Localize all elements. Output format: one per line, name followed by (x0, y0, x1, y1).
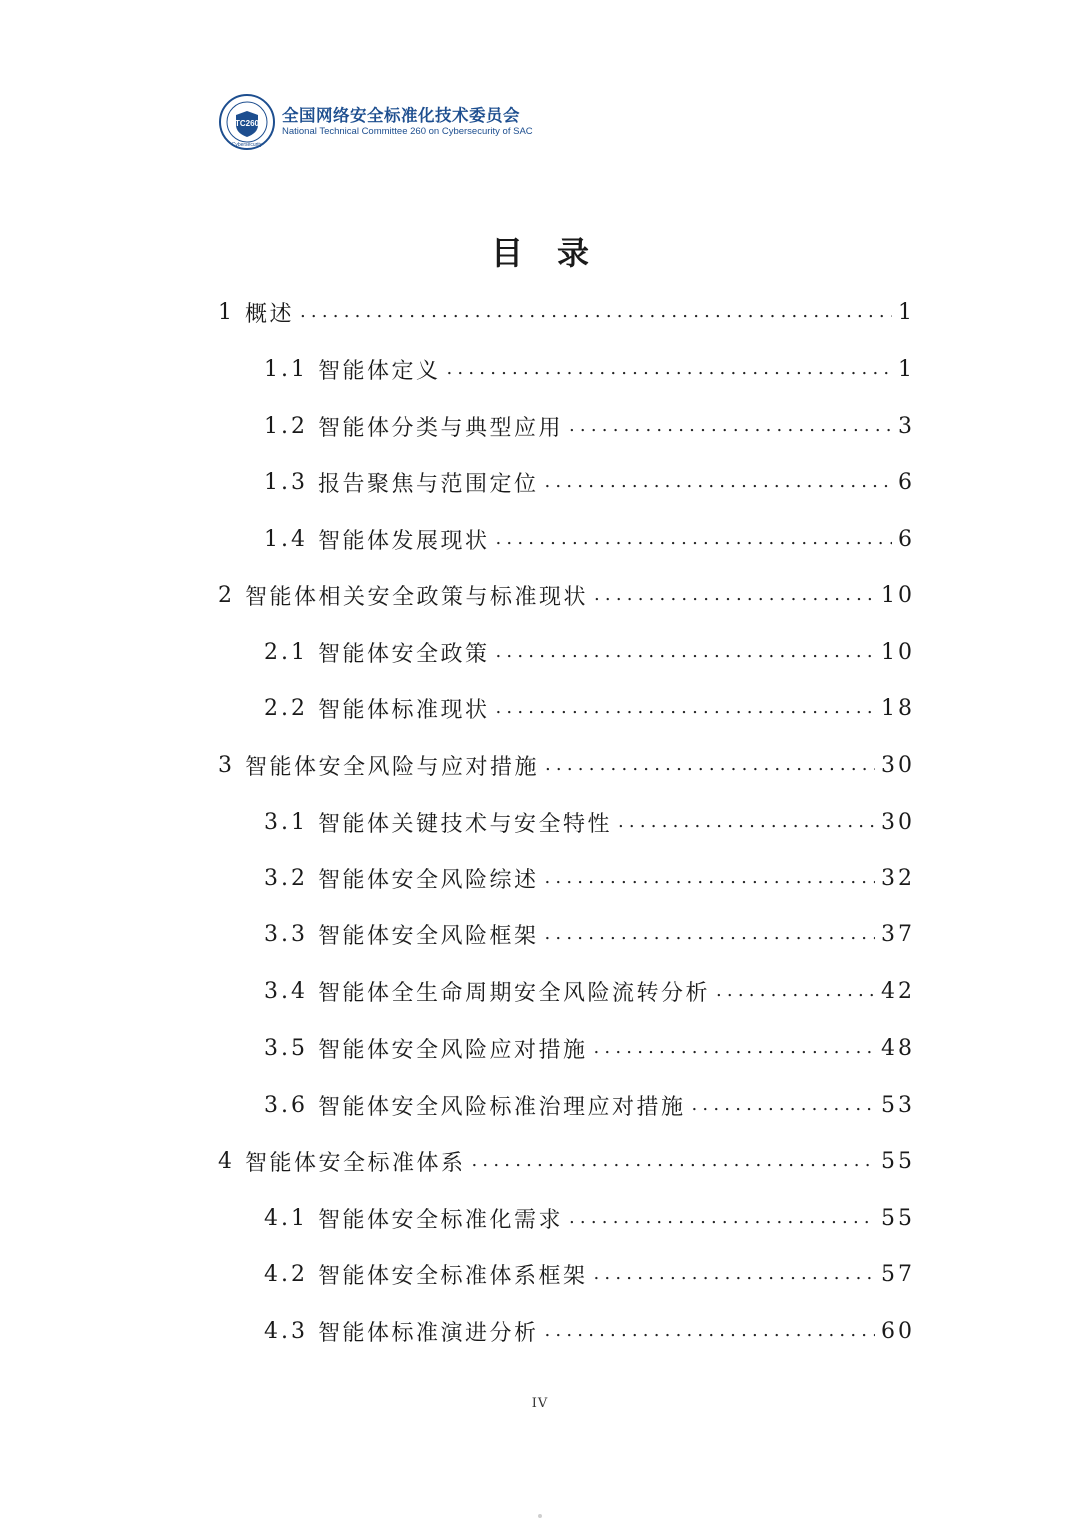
toc-entry-page: 6 (898, 526, 915, 552)
toc-entry[interactable] (218, 743, 915, 787)
toc-entry[interactable] (264, 800, 915, 844)
toc-entry-number: 1 (218, 299, 235, 325)
toc-entry-label: 智能体安全政策 (318, 641, 490, 667)
toc-entry-number: 1.4 (264, 526, 308, 552)
toc-entry-page: 53 (881, 1092, 915, 1118)
toc-entry-label: 报告聚焦与范围定位 (318, 471, 539, 497)
toc-entry-number: 4.2 (264, 1261, 308, 1287)
toc-leader-dots (496, 630, 875, 674)
toc-entry-number: 2.1 (264, 639, 308, 665)
toc-leader-dots (594, 1026, 875, 1070)
toc-entry-label: 智能体安全风险综述 (318, 867, 539, 893)
toc-entry-number: 3.3 (264, 921, 308, 947)
bottom-dot (538, 1514, 542, 1518)
toc-entry-page: 6 (898, 469, 915, 495)
toc-entry-page: 48 (881, 1035, 915, 1061)
toc-entry-page: 1 (898, 299, 915, 325)
toc-entry-number: 3.2 (264, 865, 308, 891)
toc-entry-number: 3.1 (264, 809, 308, 835)
toc-entry-number: 3.5 (264, 1035, 308, 1061)
toc-entry-number: 4.1 (264, 1205, 308, 1231)
toc-entry[interactable] (264, 912, 915, 956)
toc-entry-page: 10 (881, 639, 915, 665)
toc-entry-page: 10 (881, 582, 915, 608)
toc-leader-dots (545, 1309, 875, 1353)
toc-entry-label: 智能体标准现状 (318, 697, 490, 723)
toc-entry-page: 30 (881, 809, 915, 835)
toc-entry[interactable] (264, 686, 915, 730)
toc-entry-number: 3.6 (264, 1092, 308, 1118)
toc-entry-page: 55 (881, 1148, 915, 1174)
toc-leader-dots (300, 290, 892, 334)
toc-entry[interactable] (264, 630, 915, 674)
toc-leader-dots (545, 912, 875, 956)
toc-entry-label: 智能体发展现状 (318, 528, 490, 554)
toc-entry-number: 1.3 (264, 469, 308, 495)
toc-leader-dots (569, 404, 892, 448)
toc-entry-page: 1 (898, 356, 915, 382)
toc-entry-label: 智能体安全风险与应对措施 (245, 754, 540, 780)
toc-leader-dots (594, 1252, 875, 1296)
toc-entry-label: 智能体标准演进分析 (318, 1320, 539, 1346)
toc-entry[interactable] (264, 969, 915, 1013)
toc-entry-number: 4.3 (264, 1318, 308, 1344)
page-title: 目录 (490, 234, 623, 272)
toc-leader-dots (496, 517, 892, 561)
logo-text: TC260 (234, 119, 260, 128)
toc-entry[interactable] (264, 1083, 915, 1127)
toc-entry-number: 2.2 (264, 695, 308, 721)
toc-entry[interactable] (264, 517, 915, 561)
logo-ring-text: Cybersecurity (231, 142, 263, 148)
toc-entry[interactable] (264, 856, 915, 900)
toc-entry-label: 智能体安全风险标准治理应对措施 (318, 1094, 686, 1120)
toc-entry-page: 30 (881, 752, 915, 778)
toc-entry-page: 3 (898, 413, 915, 439)
toc-entry-label: 智能体相关安全政策与标准现状 (245, 584, 589, 610)
org-name-en: National Technical Committee 260 on Cybersecurity of SAC (282, 126, 533, 137)
toc-entry[interactable] (264, 1252, 915, 1296)
toc-leader-dots (692, 1083, 875, 1127)
toc-entry[interactable] (264, 1026, 915, 1070)
toc-entry-label: 智能体安全标准体系 (245, 1150, 466, 1176)
toc-leader-dots (618, 800, 875, 844)
toc-entry-page: 32 (881, 865, 915, 891)
toc-entry-label: 智能体安全风险应对措施 (318, 1037, 588, 1063)
toc-entry-number: 3 (218, 752, 235, 778)
toc-entry-number: 1.2 (264, 413, 308, 439)
toc-entry-page: 37 (881, 921, 915, 947)
toc-entry-label: 智能体定义 (318, 358, 441, 384)
toc-entry-number: 4 (218, 1148, 235, 1174)
toc-entry[interactable] (218, 290, 915, 334)
toc-leader-dots (545, 856, 875, 900)
toc-entry-page: 18 (881, 695, 915, 721)
toc-entry-page: 55 (881, 1205, 915, 1231)
toc-entry-label: 概述 (245, 301, 295, 327)
toc-leader-dots (447, 347, 892, 391)
toc-leader-dots (716, 969, 875, 1013)
toc-entry[interactable] (218, 1139, 915, 1183)
toc-entry-page: 57 (881, 1261, 915, 1287)
header (218, 92, 533, 152)
toc-entry[interactable] (264, 1196, 915, 1240)
toc-leader-dots (545, 460, 892, 504)
toc-entry-label: 智能体安全标准化需求 (318, 1207, 564, 1233)
toc-leader-dots (594, 573, 875, 617)
toc-entry[interactable] (264, 1309, 915, 1353)
toc-leader-dots (569, 1196, 875, 1240)
toc-entry-number: 3.4 (264, 978, 308, 1004)
toc-leader-dots (472, 1139, 875, 1183)
tc260-logo (218, 93, 276, 151)
toc-entry-label: 智能体关键技术与安全特性 (318, 811, 613, 837)
toc-leader-dots (545, 743, 875, 787)
page-number: IV (531, 1396, 549, 1411)
toc-entry[interactable] (264, 460, 915, 504)
toc-entry[interactable] (264, 347, 915, 391)
toc-entry-label: 智能体安全标准体系框架 (318, 1263, 588, 1289)
toc-entry[interactable] (218, 573, 915, 617)
toc-entry-page: 42 (881, 978, 915, 1004)
toc-entry-label: 智能体全生命周期安全风险流转分析 (318, 980, 711, 1006)
toc-leader-dots (496, 686, 875, 730)
toc-entry-number: 2 (218, 582, 235, 608)
toc-entry[interactable] (264, 404, 915, 448)
org-name-cn: 全国网络安全标准化技术委员会 (282, 106, 520, 125)
toc-entry-number: 1.1 (264, 356, 308, 382)
toc-entry-label: 智能体分类与典型应用 (318, 415, 564, 441)
toc-entry-label: 智能体安全风险框架 (318, 923, 539, 949)
toc-entry-page: 60 (881, 1318, 915, 1344)
